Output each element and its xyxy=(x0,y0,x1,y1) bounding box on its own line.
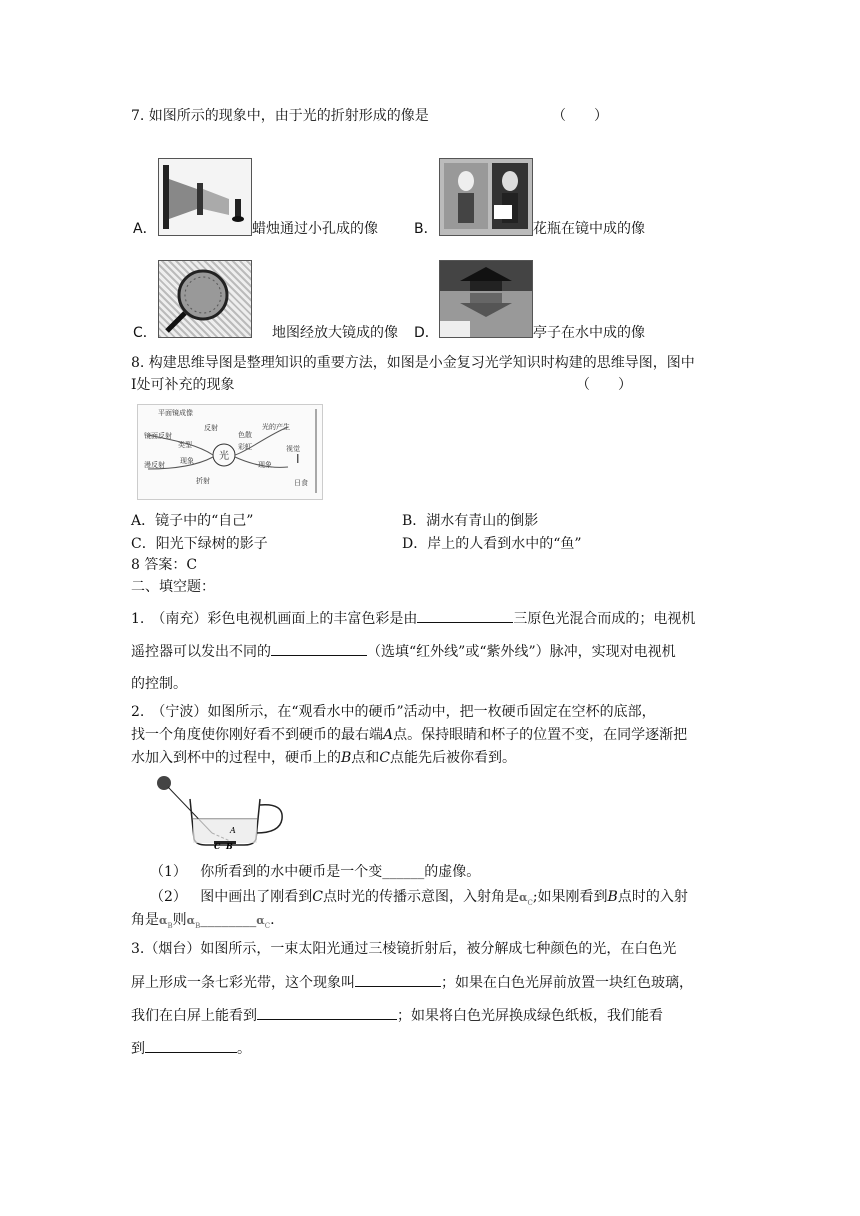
mind-map-label-13: 日食 xyxy=(294,479,308,487)
f1-blank-1[interactable] xyxy=(417,608,513,623)
q8-stem-line1: 8. 构建思维导图是整理知识的重要方法，如图是小金复习光学知识时构建的思维导图，图中 xyxy=(131,355,695,371)
q8-answer: 8 答案：C xyxy=(131,557,198,573)
cup-label-a: A xyxy=(230,826,236,835)
pinhole-candle-image xyxy=(158,158,252,236)
mind-map-label-5: 漫反射 xyxy=(144,461,165,469)
mind-map-diagram xyxy=(137,404,323,500)
mind-map-label-10: 光的产生 xyxy=(262,423,290,431)
f2-line2: 找一个角度使你刚好看不到硬币的最右端A点。保持眼睛和杯子的位置不变，在同学逐渐把 xyxy=(131,727,688,743)
q7-option-c-letter: C． xyxy=(133,325,157,341)
f3-line1: 3.（烟台）如图所示，一束太阳光通过三棱镜折射后，被分解成七种颜色的光，在白色光 xyxy=(131,941,677,957)
q7-option-d-letter: D． xyxy=(414,325,439,341)
mind-map-label-9: 视觉 xyxy=(286,445,300,453)
q7-option-c-caption: 地图经放大镜成的像 xyxy=(272,325,398,341)
f2-sub2-line2: 角是$\alpha_B$则$\alpha_B\_\_\_\_\_\_\_\_\alpha_C$. xyxy=(131,912,275,930)
q7-option-b-letter: B． xyxy=(414,221,438,237)
q7-option-a-letter: A． xyxy=(133,221,157,237)
q8-stem-line2: Ⅰ处可补充的现象 xyxy=(131,377,235,393)
f3-blank-3[interactable] xyxy=(145,1038,237,1053)
q8-option-d: D．岸上的人看到水中的“鱼” xyxy=(402,536,582,552)
f1-blank-2[interactable] xyxy=(271,641,367,656)
q7-option-b-caption: 花瓶在镜中成的像 xyxy=(533,221,645,237)
q7-paren: （ ） xyxy=(552,108,608,124)
f2-line1: 2. （宁波）如图所示，在“观看水中的硬币”活动中，把一枚硬币固定在空杯的底部， xyxy=(131,704,656,720)
coin-cup-diagram xyxy=(150,773,292,849)
mind-map-label-14: 现象 xyxy=(180,457,194,465)
mind-map-center: 光 xyxy=(219,451,229,462)
f1-line3: 的控制。 xyxy=(131,676,187,692)
f3-line3: 我们在白屏上能看到 ；如果将白色光屏换成绿色纸板，我们能看 xyxy=(131,1005,663,1026)
q8-option-b: B．湖水有青山的倒影 xyxy=(402,513,539,529)
mind-map-label-4: 类型 xyxy=(178,441,192,449)
f3-line2: 屏上形成一条七彩光带，这个现象叫 ；如果在白色光屏前放置一块红色玻璃， xyxy=(131,972,693,993)
q7-option-d-caption: 亭子在水中成的像 xyxy=(533,325,645,341)
mind-map-label-7: 色散 xyxy=(238,431,252,439)
cup-label-b: B xyxy=(226,841,233,849)
f2-sub1: （1） 你所看到的水中硬币是一个变______的虚像。 xyxy=(150,864,481,880)
mind-map-label-12: Ⅰ xyxy=(296,452,300,466)
cup-label-c: C xyxy=(214,841,221,849)
f3-line4: 到 。 xyxy=(131,1038,251,1059)
section-heading: 二、填空题： xyxy=(131,579,215,595)
q8-paren: （ ） xyxy=(576,377,632,393)
f2-sub2: （2） 图中画出了刚看到C点时光的传播示意图，入射角是$\alpha_C$;如果刚看到B点时的入射 xyxy=(150,889,688,907)
f2-line3: 水加入到杯中的过程中，硬币上的B点和C点能先后被你看到。 xyxy=(131,750,517,766)
vase-mirror-image xyxy=(439,158,533,236)
f2-sub1-blank[interactable]: ______ xyxy=(382,864,425,880)
q7-option-a-caption: 蜡烛通过小孔成的像 xyxy=(252,221,378,237)
mind-map-label-3: 反射 xyxy=(204,424,218,432)
f2-sub2-blank[interactable]: ________ xyxy=(200,912,257,928)
f1-line1: 1. （南充）彩色电视机画面上的丰富色彩是由 三原色光混合而成的；电视机 xyxy=(131,608,695,629)
q8-option-a: A．镜子中的“自己” xyxy=(131,513,254,529)
mind-map-label-11: 现象 xyxy=(258,461,272,469)
pavilion-reflection-image xyxy=(439,260,533,338)
f3-blank-1[interactable] xyxy=(355,972,441,987)
mind-map-label-2: 镜面反射 xyxy=(144,432,172,440)
magnifier-map-image xyxy=(158,260,252,338)
mind-map-label-8: 彩虹 xyxy=(238,443,252,451)
mind-map-label-1: 平面镜成像 xyxy=(158,409,193,417)
f1-line2: 遥控器可以发出不同的 （选填“红外线”或“紫外线”）脉冲，实现对电视机 xyxy=(131,641,676,662)
q7-stem: 7. 如图所示的现象中，由于光的折射形成的像是 xyxy=(131,108,429,124)
f3-blank-2[interactable] xyxy=(257,1005,397,1020)
mind-map-label-6: 折射 xyxy=(196,477,210,485)
q8-option-c: C．阳光下绿树的影子 xyxy=(131,536,268,552)
